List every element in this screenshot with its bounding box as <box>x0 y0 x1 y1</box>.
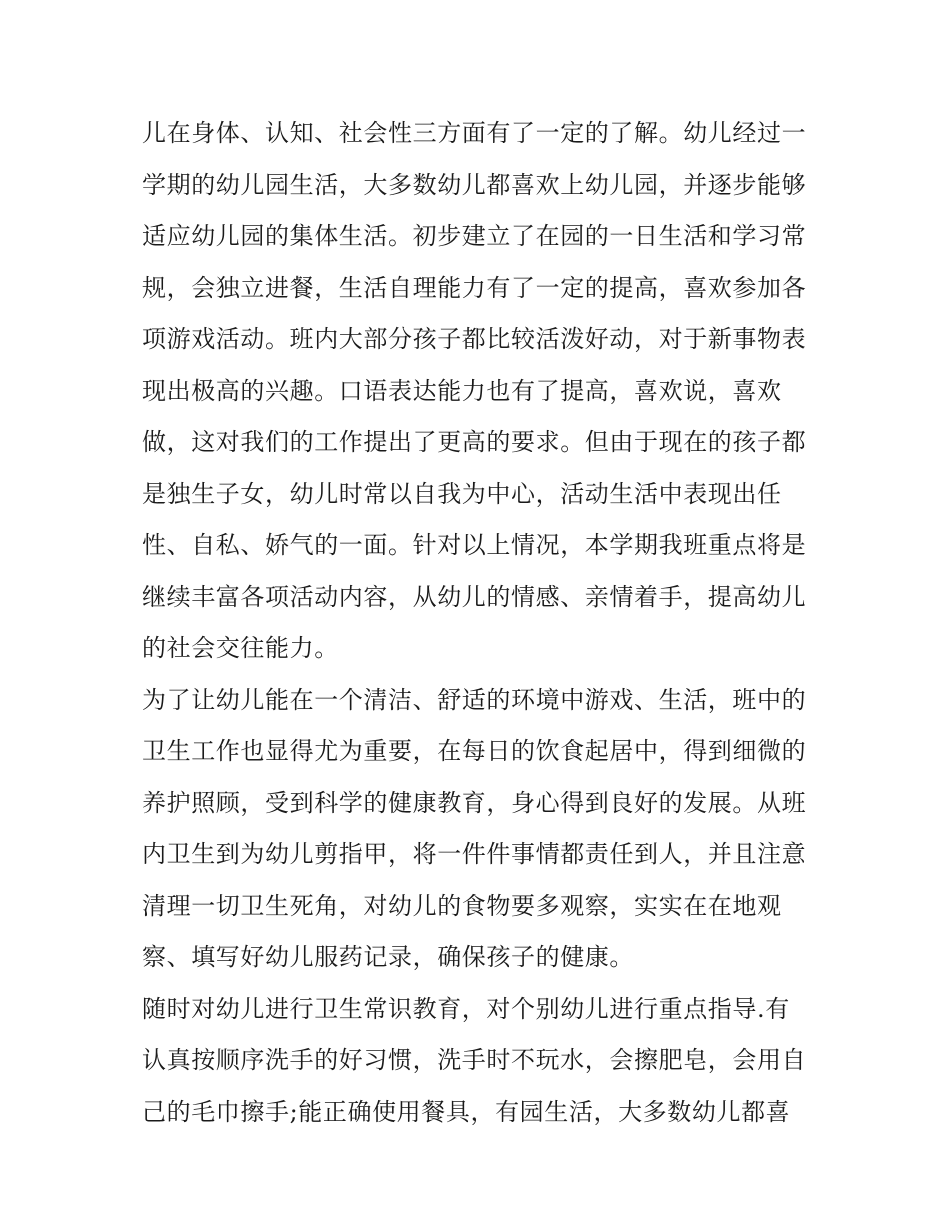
text-line: 项游戏活动。班内大部分孩子都比较活泼好动，对于新事物表 <box>142 325 807 353</box>
text-line: 适应幼儿园的集体生活。初步建立了在园的一日生活和学习常 <box>142 222 807 250</box>
text-line: 是独生子女，幼儿时常以自我为中心，活动生活中表现出任 <box>142 479 782 508</box>
text-line: 卫生工作也显得尤为重要，在每日的饮食起居中，得到细微的 <box>142 737 807 765</box>
text-line: 做，这对我们的工作提出了更高的要求。但由于现在的孩子都 <box>142 428 807 456</box>
text-line: 规，会独立进餐，生活自理能力有了一定的提高，喜欢参加各 <box>142 273 807 302</box>
text-line: 内卫生到为幼儿剪指甲，将一件件事情都责任到人，并且注意 <box>142 840 807 868</box>
text-line: 学期的幼儿园生活，大多数幼儿都喜欢上幼儿园，并逐步能够 <box>142 170 807 199</box>
text-line: 儿在身体、认知、社会性三方面有了一定的了解。幼儿经过一 <box>142 119 807 147</box>
text-line: 现出极高的兴趣。口语表达能力也有了提高，喜欢说，喜欢 <box>142 376 782 405</box>
document-body <box>142 108 822 1138</box>
text-line: 清理一切卫生死角，对幼儿的食物要多观察，实实在在地观 <box>142 891 782 920</box>
text-line: 继续丰富各项活动内容，从幼儿的情感、亲情着手，提高幼儿 <box>142 582 807 611</box>
text-line: 察、填写好幼儿服药记录，确保孩子的健康。 <box>142 943 634 971</box>
text-line: 为了让幼儿能在一个清洁、舒适的环境中游戏、生活，班中的 <box>142 685 807 714</box>
text-line: 的社会交往能力。 <box>142 634 339 662</box>
text-line: 养护照顾，受到科学的健康教育，身心得到良好的发展。从班 <box>142 788 807 817</box>
text-line: 性、自私、娇气的一面。针对以上情况，本学期我班重点将是 <box>142 531 807 559</box>
text-line: 己的毛巾擦手;能正确使用餐具，有园生活，大多数幼儿都喜 <box>142 1097 791 1126</box>
text-line: 认真按顺序洗手的好习惯，洗手时不玩水，会擦肥皂，会用自 <box>142 1046 807 1074</box>
text-line: 随时对幼儿进行卫生常识教育，对个别幼儿进行重点指导.有 <box>142 994 790 1023</box>
